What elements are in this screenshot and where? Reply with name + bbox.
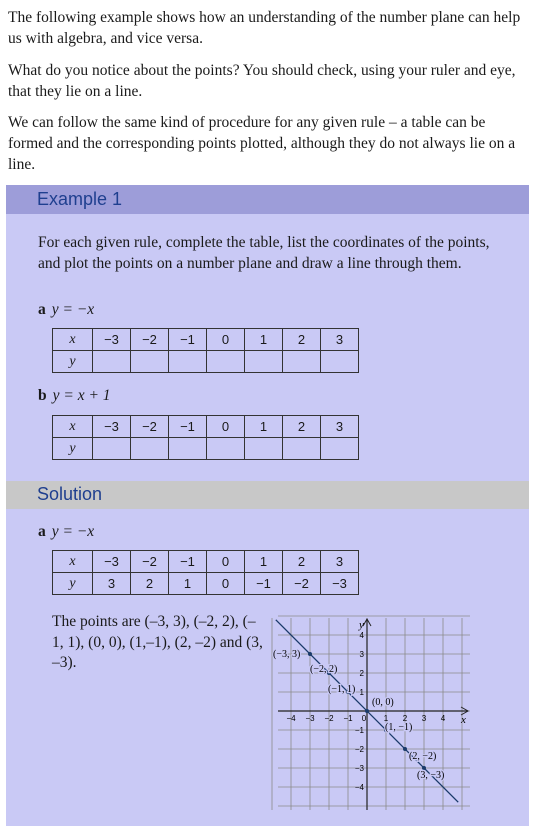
- part-a-equation: y = −x: [51, 301, 95, 318]
- x-tick-label: 1: [383, 714, 389, 723]
- point-label: (−3, 3): [273, 649, 301, 660]
- example-header: [6, 185, 529, 214]
- table-cell: 1: [245, 551, 283, 573]
- x-tick-label: −1: [343, 714, 353, 723]
- table-cell: −2: [131, 329, 169, 351]
- data-point: [403, 747, 407, 751]
- table-cell: −3: [321, 573, 359, 595]
- table-cell: 2: [283, 551, 321, 573]
- table-cell: −3: [93, 329, 131, 351]
- x-tick-label: −3: [305, 714, 315, 723]
- table-cell: −2: [131, 551, 169, 573]
- table-cell-empty: [245, 351, 283, 373]
- table-a-solution: [52, 550, 359, 595]
- x-tick-label: 0: [361, 714, 367, 723]
- example-box: [6, 185, 529, 826]
- table-cell: 2: [283, 416, 321, 438]
- x-tick-label: 4: [440, 714, 446, 723]
- table-x-header: x: [53, 551, 93, 573]
- x-tick-label: −2: [324, 714, 334, 723]
- table-cell-empty: [131, 438, 169, 460]
- table-cell-empty: [169, 438, 207, 460]
- table-cell: 1: [245, 416, 283, 438]
- y-tick-label: 1: [359, 688, 364, 697]
- table-cell-empty: [283, 351, 321, 373]
- table-cell: 3: [321, 329, 359, 351]
- table-cell: −1: [245, 573, 283, 595]
- y-tick-label: 2: [359, 669, 364, 678]
- table-a-blank: [52, 328, 359, 373]
- table-cell: −3: [93, 416, 131, 438]
- solution-part-a-label: a: [38, 523, 46, 540]
- table-row: [53, 551, 359, 573]
- part-a-label: a: [38, 301, 46, 318]
- table-cell: 1: [245, 329, 283, 351]
- data-point: [365, 709, 369, 713]
- example-question: For each given rule, complete the table, list the coordinates of the points, and plot the points on a number plane and draw a line through them.: [38, 234, 490, 272]
- point-label: (3, −3): [417, 770, 445, 781]
- part-b-equation: y = x + 1: [52, 387, 111, 404]
- table-cell: −1: [169, 551, 207, 573]
- table-cell: 0: [207, 416, 245, 438]
- points-list-text: The points are (–3, 3), (–2, 2), (–1, 1), (0, 0), (1,–1), (2, –2) and (3, –3).: [52, 613, 263, 671]
- table-cell: −1: [169, 329, 207, 351]
- table-row: [53, 438, 359, 460]
- y-tick-label: 3: [359, 650, 364, 659]
- table-row: [53, 329, 359, 351]
- solution-header: [6, 481, 529, 509]
- intro-paragraph-2: What do you notice about the points? You should check, using your ruler and eye, that they lie on a line.: [8, 62, 516, 100]
- x-tick-label: 2: [402, 714, 408, 723]
- table-cell: 1: [169, 573, 207, 595]
- table-cell: 0: [207, 551, 245, 573]
- table-cell: 0: [207, 573, 245, 595]
- table-cell: −3: [93, 551, 131, 573]
- table-row: [53, 351, 359, 373]
- solution-part-a-equation: y = −x: [51, 523, 95, 540]
- x-axis-label: x: [461, 714, 466, 726]
- table-cell-empty: [207, 438, 245, 460]
- table-y-header: y: [53, 438, 93, 460]
- point-label: (1, −1): [385, 722, 413, 733]
- table-cell-empty: [207, 351, 245, 373]
- table-x-header: x: [53, 329, 93, 351]
- table-row: [53, 416, 359, 438]
- table-cell-empty: [131, 351, 169, 373]
- part-b-label: b: [38, 387, 47, 404]
- y-tick-label: −3: [354, 764, 364, 773]
- table-row: [53, 573, 359, 595]
- table-cell: 3: [93, 573, 131, 595]
- table-cell-empty: [93, 351, 131, 373]
- table-cell: 3: [321, 416, 359, 438]
- table-cell-empty: [321, 351, 359, 373]
- table-cell-empty: [245, 438, 283, 460]
- table-y-header: y: [53, 573, 93, 595]
- example-title: Example 1: [37, 189, 123, 209]
- part-a-rule: [38, 301, 94, 319]
- solution-title: Solution: [37, 484, 103, 504]
- table-cell-empty: [283, 438, 321, 460]
- part-b-rule: [38, 387, 111, 405]
- table-b-blank: [52, 415, 359, 460]
- point-label: (0, 0): [372, 697, 394, 708]
- table-cell-empty: [93, 438, 131, 460]
- table-cell-empty: [169, 351, 207, 373]
- table-cell: −2: [283, 573, 321, 595]
- table-cell: −1: [169, 416, 207, 438]
- y-tick-label: −1: [354, 726, 364, 735]
- y-tick-label: 4: [359, 631, 364, 640]
- y-tick-label: −2: [354, 745, 364, 754]
- point-label: (−2, 2): [310, 664, 338, 675]
- x-tick-label: −4: [286, 714, 296, 723]
- point-label: (−1, 1): [328, 684, 356, 695]
- table-cell: 3: [321, 551, 359, 573]
- point-label: (2, −2): [409, 751, 437, 762]
- table-cell: 0: [207, 329, 245, 351]
- table-cell: 2: [283, 329, 321, 351]
- x-tick-label: 3: [421, 714, 427, 723]
- table-cell: 2: [131, 573, 169, 595]
- table-x-header: x: [53, 416, 93, 438]
- y-tick-label: −4: [354, 783, 364, 792]
- y-axis-label: y: [359, 619, 364, 631]
- intro-paragraph-3: We can follow the same kind of procedure for any given rule – a table can be formed and the corresponding points plotted, although they do not always lie on a line.: [8, 114, 516, 173]
- solution-part-a-rule: [38, 523, 94, 541]
- data-point: [308, 652, 312, 656]
- table-cell: −2: [131, 416, 169, 438]
- table-cell-empty: [321, 438, 359, 460]
- intro-paragraph-1: The following example shows how an understanding of the number plane can help us with algebra, and vice versa.: [8, 9, 521, 47]
- number-plane-graph: [273, 616, 472, 812]
- table-y-header: y: [53, 351, 93, 373]
